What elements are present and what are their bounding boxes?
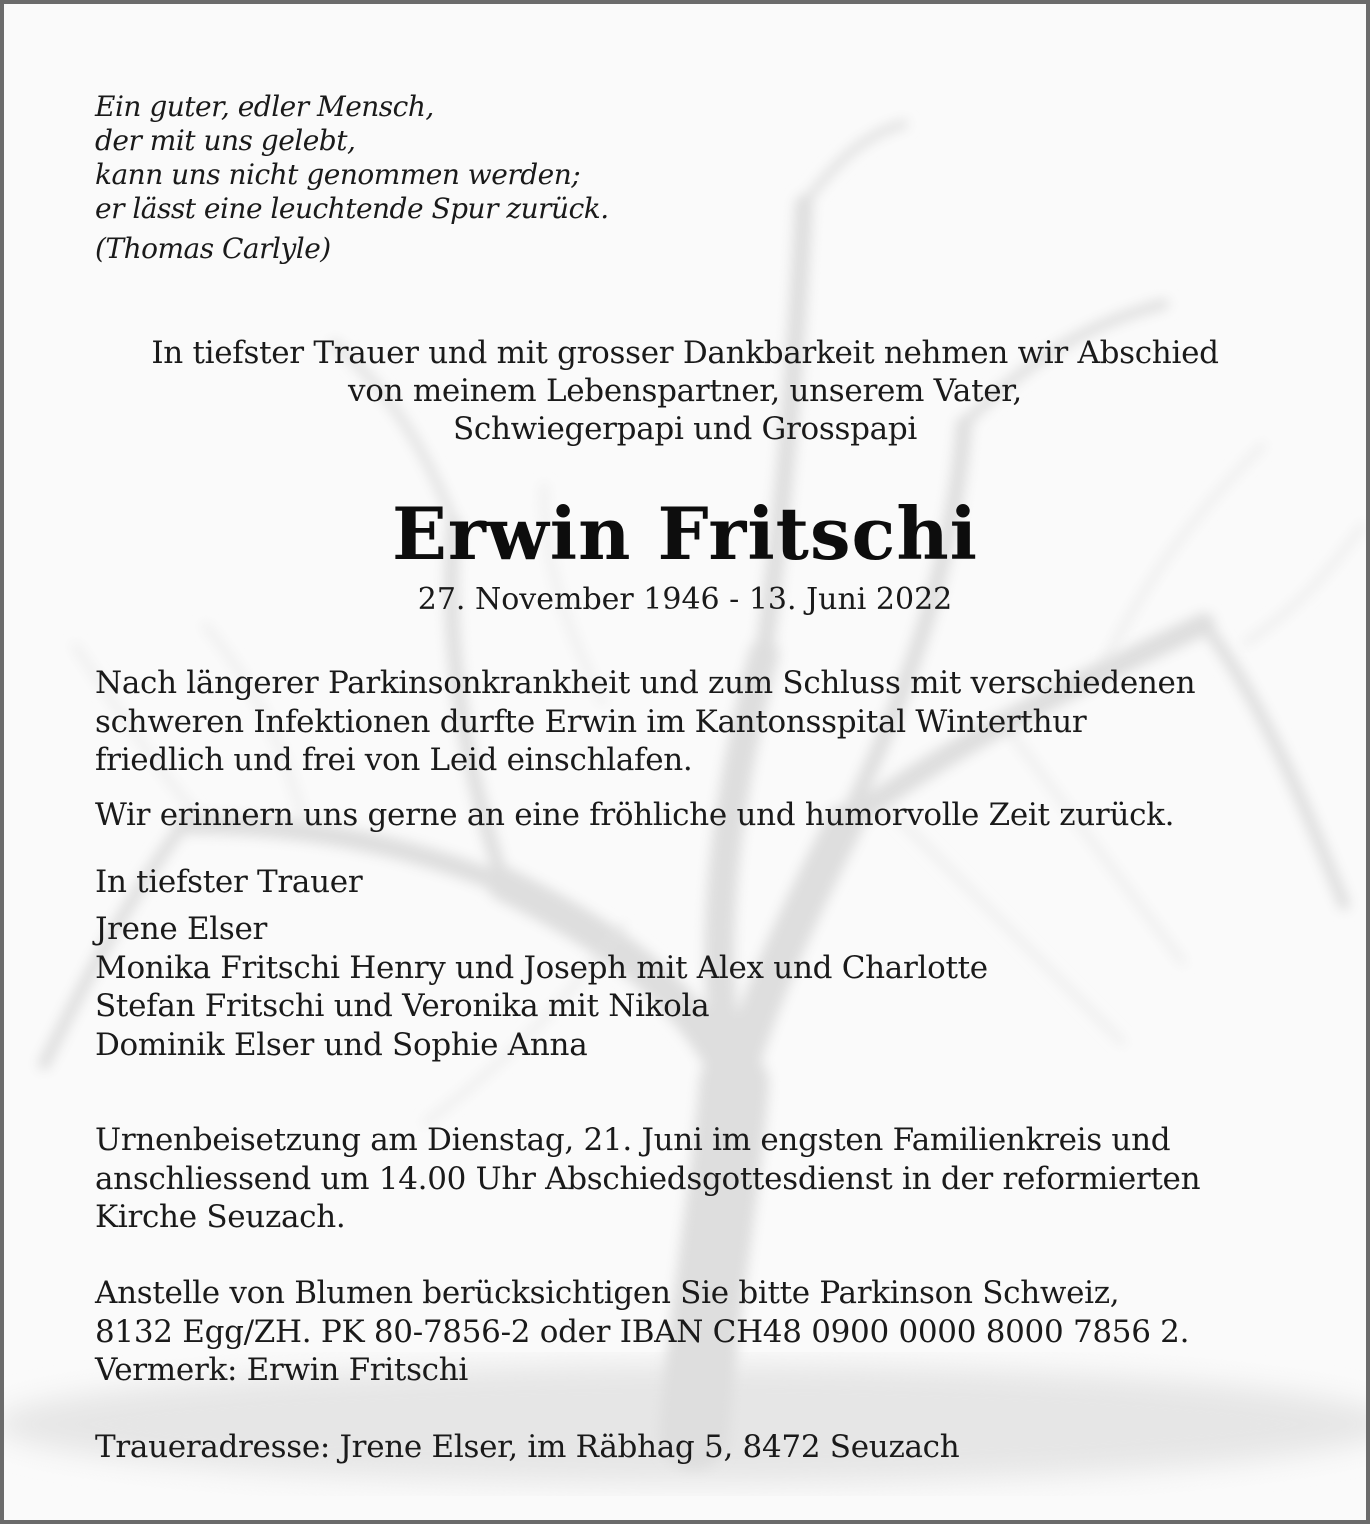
mourners-list <box>95 910 988 1064</box>
quote-line: Ein guter, edler Mensch, <box>95 90 434 123</box>
mourning-address: Traueradresse: Jrene Elser, im Räbhag 5, 8472 Seuzach <box>95 1429 960 1465</box>
message-line: schweren Infektionen durfte Erwin im Kantonsspital Winterthur <box>95 703 1087 740</box>
quote-line: der mit uns gelebt, <box>95 124 356 157</box>
service-details <box>95 1121 1200 1237</box>
mourner-name: Jrene Elser <box>95 911 268 947</box>
donation-line: 8132 Egg/ZH. PK 80-7856-2 oder IBAN CH48 0900 0000 8000 7856 2. <box>95 1313 1190 1350</box>
intro-line: Schwiegerpapi und Grosspapi <box>453 411 917 447</box>
intro-line: von meinem Lebenspartner, unserem Vater, <box>348 373 1022 409</box>
donation-details <box>95 1274 1189 1390</box>
mourner-name: Monika Fritschi Henry und Joseph mit Alex und Charlotte <box>95 949 988 986</box>
mourner-name: Dominik Elser und Sophie Anna <box>95 1026 588 1063</box>
quote-author: (Thomas Carlyle) <box>95 232 331 265</box>
message-paragraph <box>95 664 1195 780</box>
mourners-heading: In tiefster Trauer <box>95 864 363 900</box>
intro-text <box>4 334 1366 448</box>
quote-line: kann uns nicht genommen werden; <box>95 158 581 191</box>
service-line: Kirche Seuzach. <box>95 1199 346 1235</box>
service-line: anschliessend um 14.00 Uhr Abschiedsgottesdienst in der reformierten <box>95 1160 1201 1197</box>
memory-sentence: Wir erinnern uns gerne an eine fröhliche und humorvolle Zeit zurück. <box>95 797 1175 833</box>
quote-line: er lässt eine leuchtende Spur zurück. <box>95 192 609 225</box>
life-dates: 27. November 1946 - 13. Juni 2022 <box>417 582 953 617</box>
intro-line: In tiefster Trauer und mit grosser Dankbarkeit nehmen wir Abschied <box>151 335 1219 371</box>
donation-line: Vermerk: Erwin Fritschi <box>95 1352 469 1388</box>
donation-line: Anstelle von Blumen berücksichtigen Sie bitte Parkinson Schweiz, <box>95 1275 1120 1311</box>
message-line: friedlich und frei von Leid einschlafen. <box>95 742 693 778</box>
deceased-name: Erwin Fritschi <box>391 491 979 576</box>
epigraph-quote <box>95 90 609 266</box>
message-line: Nach längerer Parkinsonkrankheit und zum Schluss mit verschiedenen <box>95 665 1196 701</box>
service-line: Urnenbeisetzung am Dienstag, 21. Juni im engsten Familienkreis und <box>95 1122 1171 1158</box>
mourner-name: Stefan Fritschi und Veronika mit Nikola <box>95 988 710 1024</box>
